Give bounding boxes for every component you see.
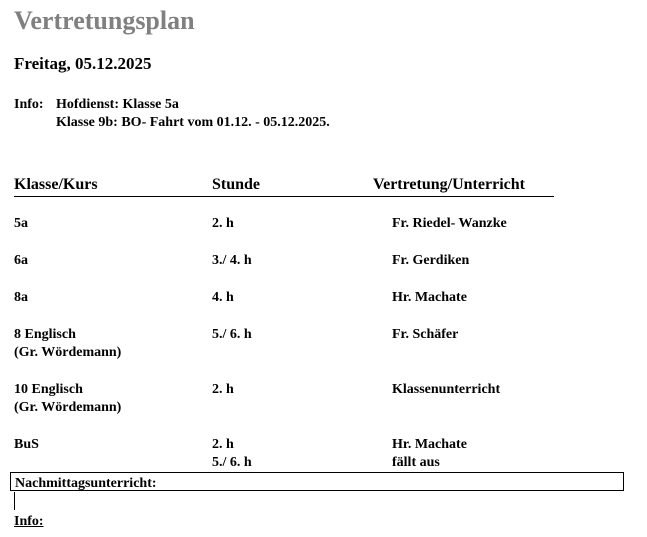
plan-date: Freitag, 05.12.2025: [14, 54, 152, 73]
table-row-klasse: 8a: [14, 290, 28, 305]
table-row-stunde: 4. h: [212, 290, 234, 305]
table-row-vertretung: Hr. Machate: [392, 437, 467, 452]
header-klasse: Klasse/Kurs: [14, 176, 98, 193]
table-row-klasse: 5a: [14, 216, 28, 231]
info-line-2: Klasse 9b: BO- Fahrt vom 01.12. - 05.12.2025.: [56, 115, 330, 130]
table-row-vertretung: Klassenunterricht: [392, 382, 501, 397]
table-row-vertretung: Fr. Gerdiken: [392, 253, 470, 268]
nachmittag-section: [10, 472, 624, 491]
info-line-1: Hofdienst: Klasse 5a: [56, 97, 179, 112]
table-row-klasse: BuS: [14, 437, 39, 452]
table-row-klasse: 10 Englisch: [14, 382, 83, 397]
table-row-vertretung: Fr. Schäfer: [392, 327, 459, 342]
page-title: Vertretungsplan: [14, 6, 195, 35]
table-row-stunde: 3./ 4. h: [212, 253, 252, 268]
table-header: [14, 176, 554, 197]
table-row-klasse: 8 Englisch: [14, 327, 76, 342]
table-row-stunde: 2. h: [212, 216, 234, 231]
table-row-vertretung: Fr. Riedel- Wanzke: [392, 216, 507, 231]
table-row-klasse-group: (Gr. Wördemann): [14, 345, 122, 360]
table-row-stunde-2: 5./ 6. h: [212, 455, 252, 470]
text-cursor[interactable]: [14, 492, 15, 510]
header-vertretung: Vertretung/Unterricht: [373, 176, 525, 193]
footer-info-label: Info:: [14, 514, 44, 529]
table-row-stunde: 2. h: [212, 437, 234, 452]
table-row-stunde: 5./ 6. h: [212, 327, 252, 342]
table-row-klasse: 6a: [14, 253, 28, 268]
table-row-klasse-group: (Gr. Wördemann): [14, 400, 122, 415]
header-stunde: Stunde: [212, 176, 261, 193]
info-label: Info:: [14, 97, 44, 112]
nachmittag-label: Nachmittagsunterricht:: [15, 476, 157, 491]
table-row-vertretung-2: fällt aus: [392, 455, 440, 470]
table-row-vertretung: Hr. Machate: [392, 290, 467, 305]
table-row-stunde: 2. h: [212, 382, 234, 397]
